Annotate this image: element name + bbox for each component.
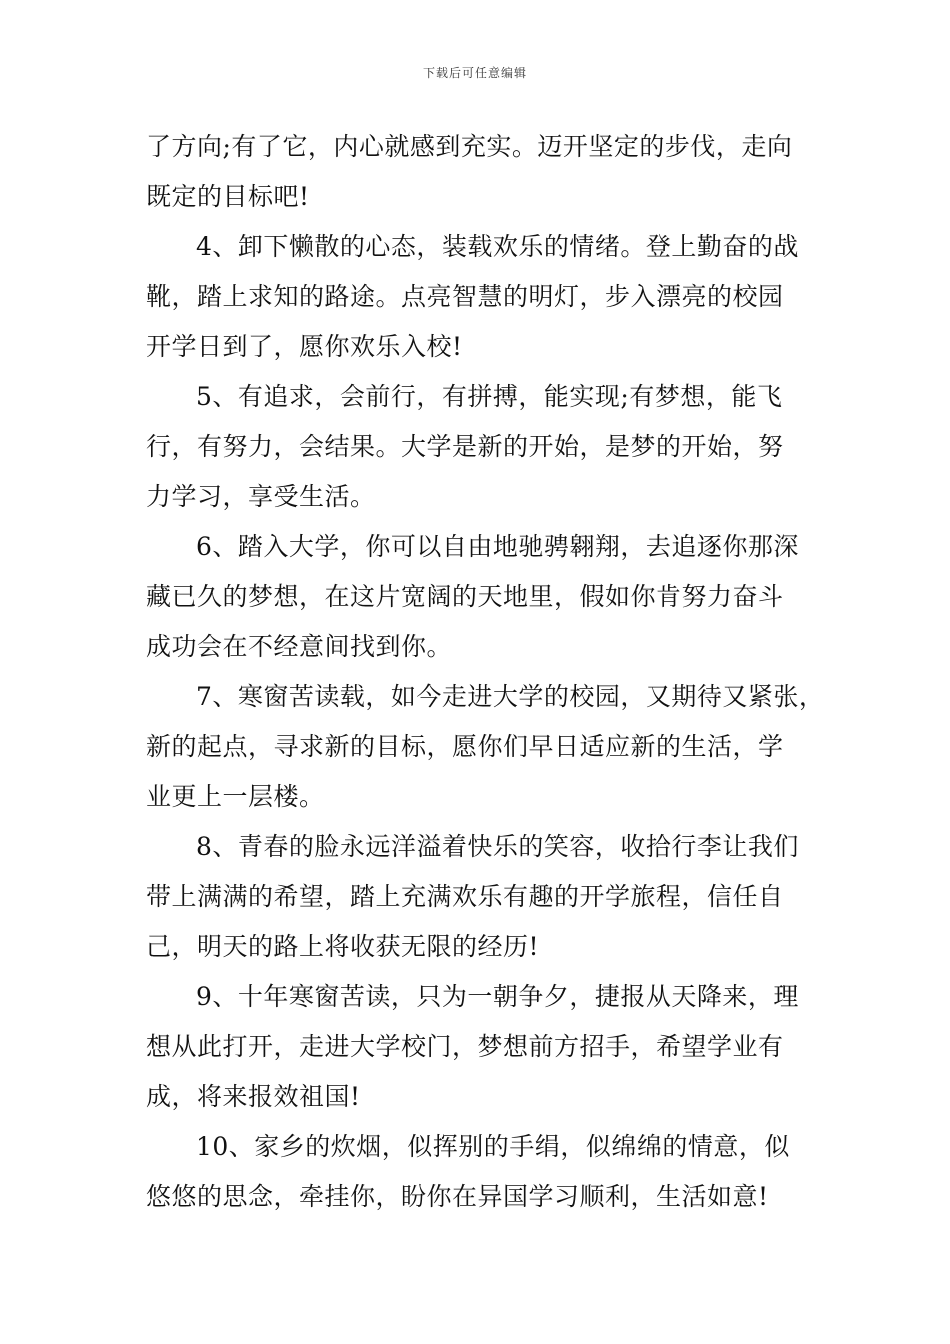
paragraph-line: 9、十年寒窗苦读，只为一朝争夕，捷报从天降来，理	[196, 982, 799, 1011]
paragraph-line: 力学习，享受生活。	[146, 482, 376, 511]
paragraph-line: 靴，踏上求知的路途。点亮智慧的明灯，步入漂亮的校园	[146, 282, 784, 311]
paragraph-line: 带上满满的希望，踏上充满欢乐有趣的开学旅程，信任自	[146, 882, 784, 911]
paragraph-line: 7、寒窗苦读载，如今走进大学的校园，又期待又紧张，	[196, 682, 825, 711]
document-body	[146, 122, 826, 1222]
paragraph-line: 新的起点，寻求新的目标，愿你们早日适应新的生活，学	[146, 732, 784, 761]
paragraph-line: 4、卸下懒散的心态，装载欢乐的情绪。登上勤奋的战	[196, 232, 799, 261]
paragraph-line: 成功会在不经意间找到你。	[146, 632, 453, 661]
paragraph-line: 悠悠的思念，牵挂你，盼你在异国学习顺利，生活如意!	[146, 1182, 769, 1211]
paragraph-line: 8、青春的脸永远洋溢着快乐的笑容，收拾行李让我们	[196, 832, 799, 861]
paragraph-line: 己，明天的路上将收获无限的经历!	[146, 932, 540, 961]
paragraph-line: 藏已久的梦想，在这片宽阔的天地里，假如你肯努力奋斗	[146, 582, 784, 611]
paragraph-line: 5、有追求，会前行，有拼搏，能实现;有梦想，能飞	[196, 382, 783, 411]
paragraph-line: 了方向;有了它，内心就感到充实。迈开坚定的步伐，走向	[146, 132, 793, 161]
paragraph-line: 既定的目标吧!	[146, 182, 310, 211]
paragraph-line: 业更上一层楼。	[146, 782, 325, 811]
paragraph-line: 开学日到了，愿你欢乐入校!	[146, 332, 463, 361]
paragraph-line: 6、踏入大学，你可以自由地驰骋翱翔，去追逐你那深	[196, 532, 799, 561]
paragraph-line: 想从此打开，走进大学校门，梦想前方招手，希望学业有	[146, 1032, 784, 1061]
page-header-note: 下载后可任意编辑	[422, 66, 527, 80]
paragraph-line: 10、家乡的炊烟，似挥别的手绢，似绵绵的情意，似	[196, 1132, 790, 1161]
paragraph-line: 成，将来报效祖国!	[146, 1082, 361, 1111]
paragraph-line: 行，有努力，会结果。大学是新的开始，是梦的开始，努	[146, 432, 784, 461]
